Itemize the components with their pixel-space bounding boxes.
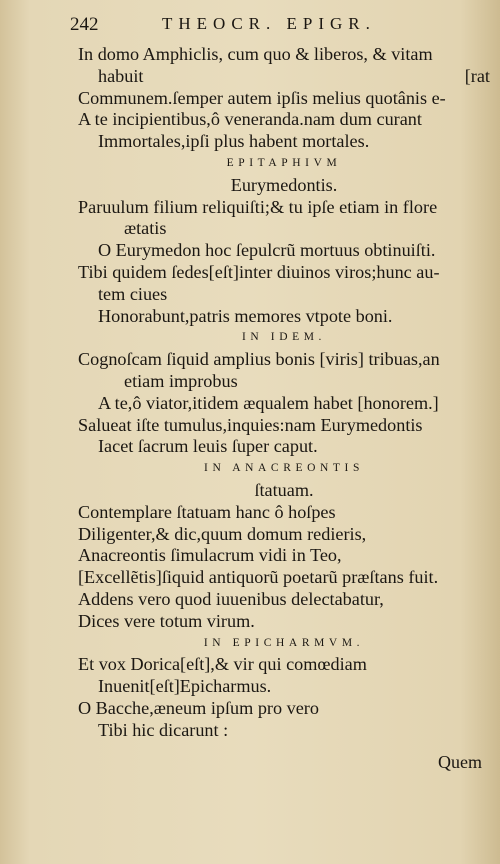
- text-line: Inuenit[eſt]Epicharmus.: [98, 676, 272, 697]
- catchword: Quem: [438, 752, 482, 772]
- text-line: Salueat iſte tumulus,inquies:nam Eurymedontis: [78, 414, 423, 435]
- text-line: Et vox Dorica[eſt],& vir qui comœdiam: [78, 654, 367, 675]
- text-line: Honorabunt,patris memores vtpote boni.: [98, 305, 393, 326]
- text-block: [78, 44, 490, 742]
- text-line: tem ciues: [98, 283, 168, 304]
- section-heading: IN ANACREONTIS: [204, 462, 364, 475]
- page-number: 242: [70, 14, 99, 35]
- text-line: Paruulum filium reliquiſti;& tu ipſe etiam in flore: [78, 196, 438, 217]
- running-title: THEOCR. EPIGR.: [162, 14, 376, 33]
- text-line: Tibi hic dicarunt :: [98, 719, 229, 740]
- section-heading: EPITAPHIVM: [226, 156, 342, 169]
- text-line: Immortales,ipſi plus habent mortales.: [98, 131, 370, 152]
- text-line: A te incipientibus,ô veneranda.nam dum curant: [78, 109, 422, 130]
- text-line: [Excellẽtis]ſiquid antiquorũ poetarũ præſtans fuit.: [78, 567, 439, 588]
- text-line: Tibi quidem ſedes[eſt]inter diuinos viros;hunc au-: [78, 261, 440, 282]
- text-line-turnover: [rat: [464, 65, 490, 86]
- text-line: A te,ô viator,itidem æqualem habet [honorem.]: [98, 392, 439, 413]
- text-line: O Eurymedon hoc ſepulcrũ mortuus obtinuiſti.: [98, 240, 436, 261]
- text-line: etiam improbus: [124, 370, 238, 391]
- section-subheading: ſtatuam.: [254, 479, 314, 500]
- text-line: Iacet ſacrum leuis ſuper caput.: [98, 436, 318, 457]
- text-line: Cognoſcam ſiquid amplius bonis [viris] tribuas,an: [78, 349, 440, 370]
- text-line: Diligenter,& dic,quum domum redieris,: [78, 523, 367, 544]
- text-line: Dices vere totum virum.: [78, 610, 255, 631]
- text-line: Communem.ſemper autem ipſis melius quotânis e-: [78, 87, 446, 108]
- text-line: Addens vero quod iuuenibus delectabatur,: [78, 588, 384, 609]
- section-heading: IN EPICHARMVM.: [203, 636, 365, 649]
- text-line: Contemplare ſtatuam hanc ô hoſpes: [78, 501, 336, 522]
- text-line: [78, 66, 490, 88]
- text-line: O Bacche,æneum ipſum pro vero: [78, 697, 319, 718]
- text-line-main: habuit: [98, 65, 144, 86]
- text-line: ætatis: [124, 218, 167, 239]
- section-subheading: Eurymedontis.: [230, 174, 338, 195]
- text-line: In domo Amphiclis, cum quo & liberos, & vitam: [78, 44, 433, 64]
- text-line: Anacreontis ſimulacrum vidi in Teo,: [78, 545, 342, 566]
- section-heading: IN IDEM.: [241, 331, 327, 344]
